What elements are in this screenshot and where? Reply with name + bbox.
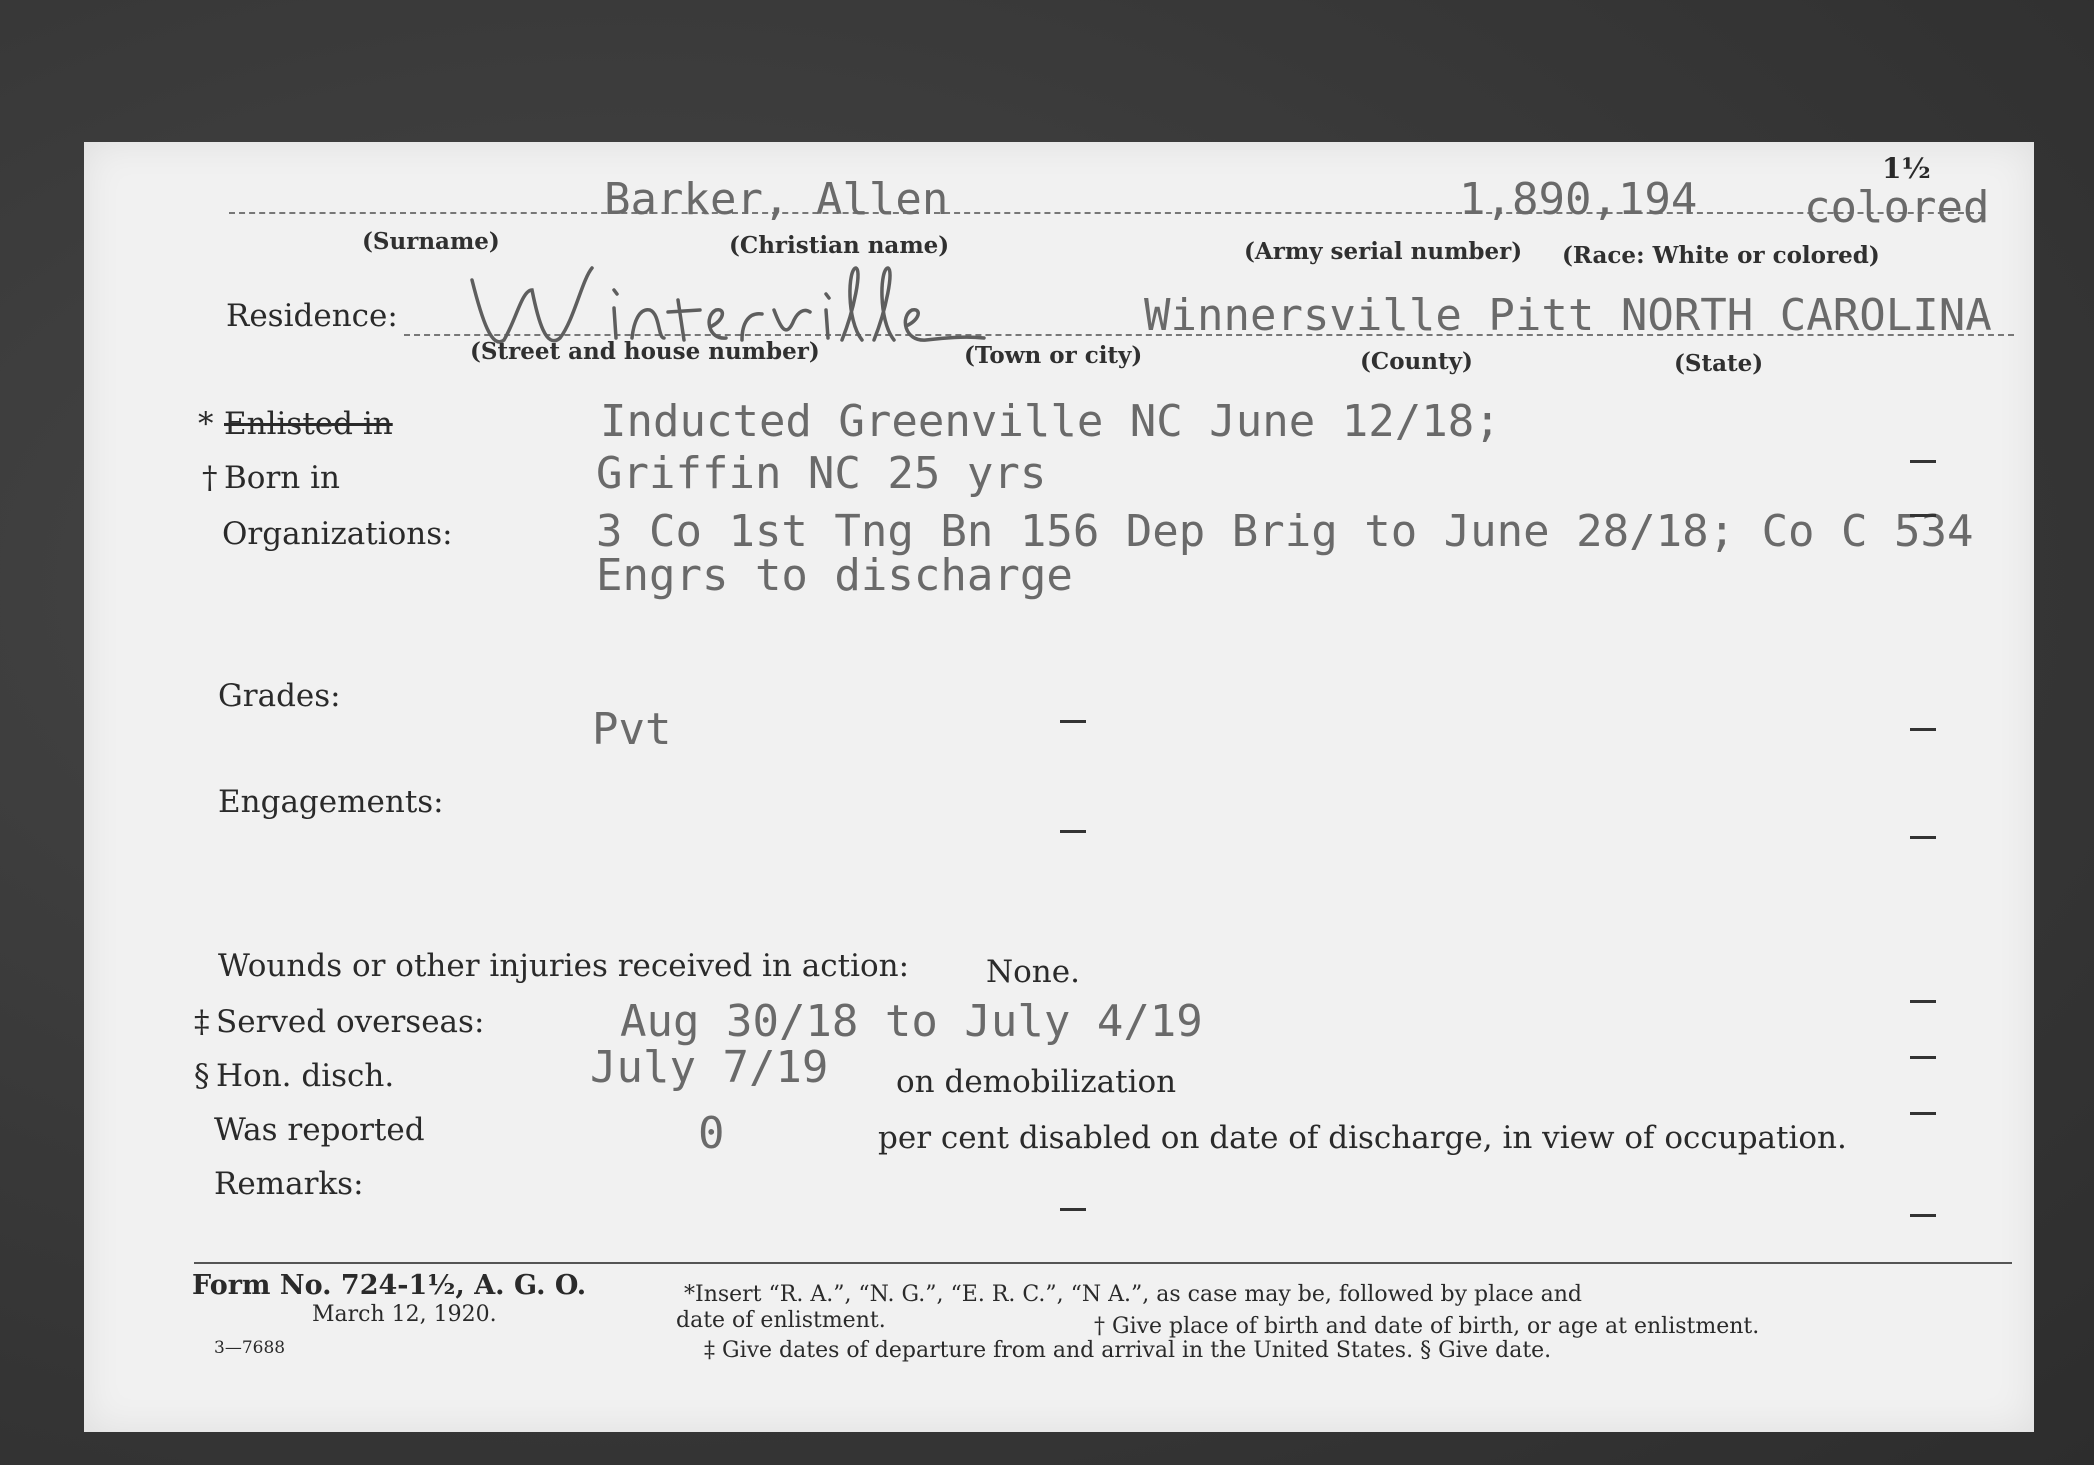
overseas-mark: ‡ [194,1004,210,1040]
engagements-label: Engagements: [218,784,444,820]
army-serial-number: 1,890,194 [1459,174,1698,225]
christian-name-caption: (Christian name) [729,232,950,259]
fraction-mark: 1½ [1882,152,1931,185]
organizations-line2: Engrs to discharge [596,550,1073,601]
residence-label: Residence: [226,298,398,334]
right-dash [1910,514,1936,517]
wounds-value: None. [986,954,1080,990]
race-value: colored [1804,182,1990,233]
race-caption: (Race: White or colored) [1562,242,1880,269]
service-record-card [84,142,2034,1432]
grades-label: Grades: [218,678,341,714]
right-dash [1910,1214,1936,1217]
street-caption: (Street and house number) [470,338,820,365]
residence-typed: Winnersville Pitt NORTH CAROLINA [1144,290,1992,341]
organizations-label: Organizations: [222,516,453,552]
born-label: Born in [224,460,340,496]
reported-value: 0 [698,1108,725,1159]
right-dash [1910,460,1936,463]
print-code: 3—7688 [214,1338,286,1358]
county-caption: (County) [1360,348,1473,375]
footnote-birth: † Give place of birth and date of birth, or age at enlistment. [1094,1314,1760,1339]
born-value: Griffin NC 25 yrs [596,448,1047,499]
surname-caption: (Surname) [362,228,500,255]
remarks-label: Remarks: [214,1166,364,1202]
enlisted-mark: * [198,406,214,442]
center-dash [1060,1208,1086,1211]
right-dash [1910,728,1936,731]
right-dash [1910,1000,1936,1003]
grades-value: Pvt [592,704,672,755]
reported-text: per cent disabled on date of discharge, in view of occupation. [878,1120,1847,1156]
center-dash [1060,830,1086,833]
footer-rule [194,1262,2012,1264]
overseas-label: Served overseas: [216,1004,485,1040]
right-dash [1910,836,1936,839]
state-caption: (State) [1674,350,1764,377]
disch-value: July 7/19 [590,1042,829,1093]
disch-text: on demobilization [896,1064,1177,1100]
wounds-label: Wounds or other injuries received in action: [218,948,910,984]
enlisted-value: Inducted Greenville NC June 12/18; [600,396,1501,447]
footnote-enlistment: *Insert “R. A.”, “N. G.”, “E. R. C.”, “N A.”, as case may be, followed by place and [684,1282,1582,1307]
reported-label: Was reported [214,1112,425,1148]
surname-christian-name: Barker, Allen [604,174,949,225]
disch-label: Hon. disch. [216,1058,395,1094]
right-dash [1910,1056,1936,1059]
born-mark: † [202,460,218,496]
disch-mark: § [194,1058,210,1094]
form-number: Form No. 724-1½, A. G. O. [192,1270,587,1301]
right-dash [1910,1112,1936,1115]
town-caption: (Town or city) [964,342,1143,369]
serial-caption: (Army serial number) [1244,238,1523,265]
organizations-line1: 3 Co 1st Tng Bn 156 Dep Brig to June 28/18; Co C 534 [596,506,1974,557]
center-dash [1060,720,1086,723]
overseas-value: Aug 30/18 to July 4/19 [620,996,1203,1047]
form-date: March 12, 1920. [312,1302,497,1327]
footnote-enlistment-cont: date of enlistment. [676,1308,886,1333]
enlisted-label: Enlisted in [224,406,393,442]
footnote-overseas: ‡ Give dates of departure from and arrival in the United States. § Give date. [704,1338,1552,1363]
